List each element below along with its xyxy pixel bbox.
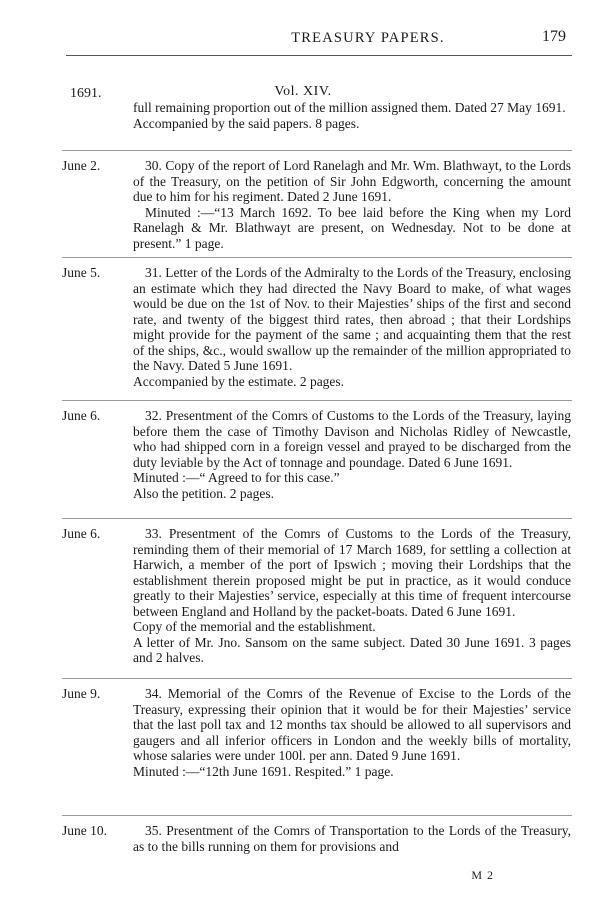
entry-minute: Minuted :—“ Agreed to for this case.”: [133, 470, 340, 485]
entry-body: [133, 686, 571, 779]
entry-note: A letter of Mr. Jno. Sansom on the same subject. Dated 30 June 1691. 3 pages and 2 halves.: [133, 634, 571, 665]
entry-date: June 6.: [62, 408, 101, 423]
entry-text: 32. Presentment of the Comrs of Customs to the Lords of the Treasury, laying before them the case of Timothy Davison and Nicholas Ridley of Newcastle, who had shipped corn in a foreign vessel and prayed to be discharged from the duty leviable by the Act of tonnage and poundage. Dated 6 June 1691.: [133, 408, 571, 470]
entry-note: Accompanied by the said papers. 8 pages.: [133, 115, 360, 131]
entry-text: 31. Letter of the Lords of the Admiralty to the Lords of the Treasury, enclosing an estimate which they had directed the Navy Board to make, of what wages would be due on the 1st of Nov. to their Majesties’ ships of the first and second rate, and twenty of the biggest third rates, then abroad ; that their Lordships might provide for the payment of the same ; and acquainting them that the rest of the ships, &c., would swallow up the remainder of the million appropriated to the Navy. Dated 5 June 1691.: [133, 265, 571, 373]
running-title: TREASURY PAPERS.: [291, 30, 445, 46]
entry-text: 33. Presentment of the Comrs of Customs to the Lords of the Treasury, reminding them of their memorial of 17 March 1689, for settling a collection at Harwich, a member of the port of Ipswich ; moving their Lordships that the establishment therein proposed might be put in practice, as it would conduce greatly to their Majesties’ service, especially at this time of frequent intercourse between England and Holland by the packet-boats. Dated 6 June 1691.: [133, 526, 571, 619]
entry-rule: [62, 400, 572, 401]
entry-date: June 10.: [62, 823, 107, 838]
entry-rule: [62, 518, 572, 519]
year-label: 1691.: [70, 86, 102, 101]
entry-body: [133, 823, 571, 854]
volume-heading: Vol. XIV.: [274, 84, 332, 99]
entry-date: June 6.: [62, 526, 101, 541]
entry-date: June 5.: [62, 265, 101, 280]
entry-text: 30. Copy of the report of Lord Ranelagh and Mr. Wm. Blathwayt, to the Lords of the Treasury, on the petition of Sir John Edgworth, concerning the amount due to him for his regiment. Dated 2 June 1691.: [133, 158, 571, 204]
entry-body: [133, 100, 571, 131]
entry-minute: Minuted :—“12th June 1691. Respited.” 1 page.: [133, 763, 394, 779]
entry-note: Copy of the memorial and the establishment.: [133, 619, 376, 634]
entry-text: full remaining proportion out of the million assigned them. Dated 27 May 1691.: [133, 100, 566, 115]
entry-rule: [62, 257, 572, 258]
running-head: [70, 22, 566, 44]
entry-text: 35. Presentment of the Comrs of Transportation to the Lords of the Treasury, as to the bills running on them for provisions and: [133, 823, 571, 854]
entry-body: [133, 265, 571, 389]
volume-line: [0, 64, 606, 101]
header-rule: [66, 55, 572, 56]
entry-date: June 9.: [62, 686, 101, 701]
entry-body: [133, 158, 571, 251]
entry-rule: [62, 815, 572, 816]
page-number: 179: [542, 28, 566, 45]
entry-note: Also the petition. 2 pages.: [133, 485, 274, 501]
entry-rule: [62, 150, 572, 151]
entry-body: [133, 526, 571, 666]
entry-minute: Minuted :—“13 March 1692. To bee laid before the King when my Lord Ranelagh & Mr. Blathwayt are present, on Wednesday. Not to be done at present.” 1 page.: [133, 204, 571, 251]
entry-rule: [62, 678, 572, 679]
entry-body: [133, 408, 571, 501]
entry-note: Accompanied by the estimate. 2 pages.: [133, 373, 345, 389]
entry-date: June 2.: [62, 158, 101, 173]
entry-text: 34. Memorial of the Comrs of the Revenue of Excise to the Lords of the Treasury, expressing their opinion that it would be for their Majesties’ service that the last poll tax and 12 months tax should be allowed to all supervisors and gaugers and all inferior officers in London and the weekly bills of mortality, whose salaries were under 100l. per ann. Dated 9 June 1691.: [133, 686, 571, 763]
signature-mark: M 2: [471, 868, 494, 882]
